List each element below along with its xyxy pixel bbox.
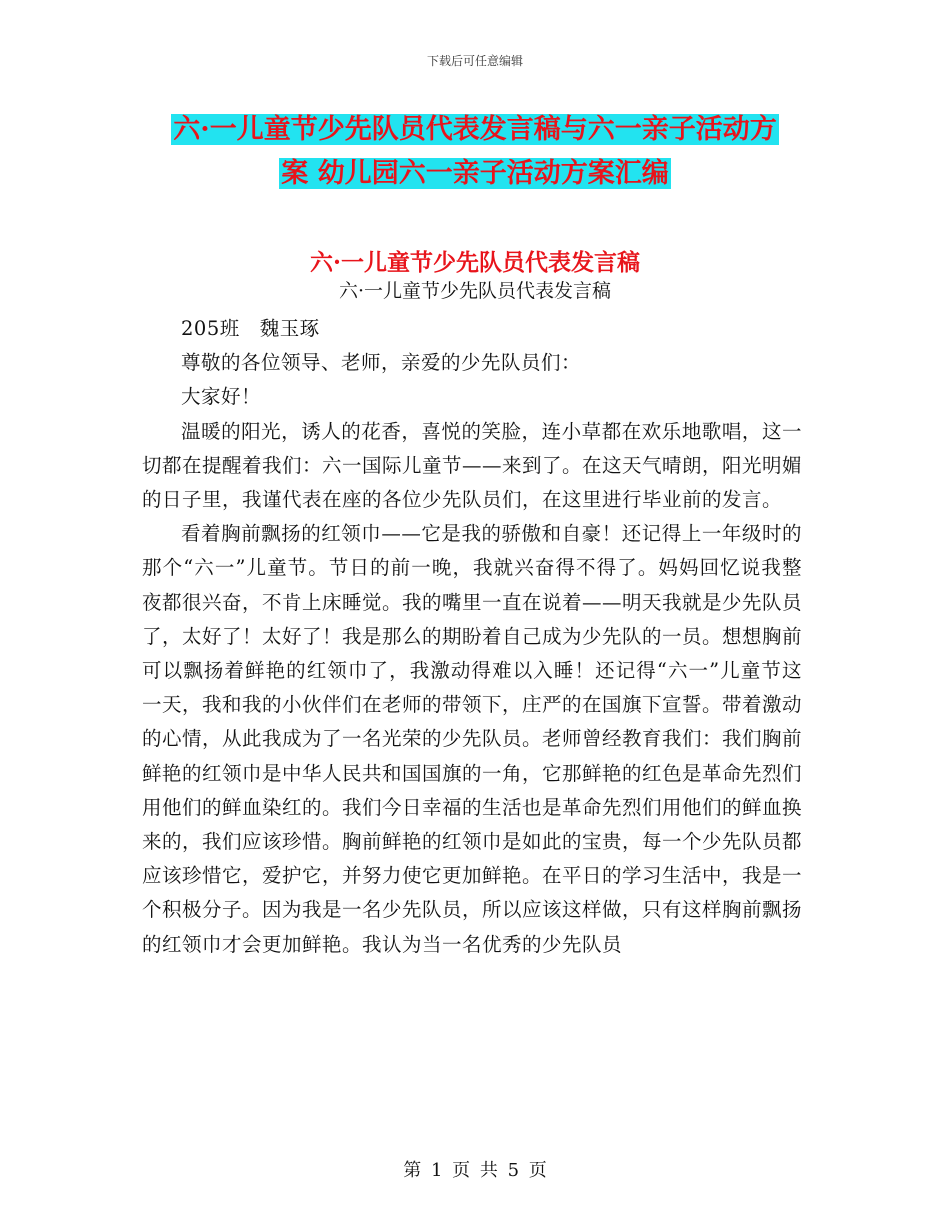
document-title-line-2 <box>140 154 810 194</box>
document-body <box>142 312 802 962</box>
greeting: 大家好！ <box>181 385 262 409</box>
salutation: 尊敬的各位领导、老师，亲爱的少先队员们： <box>181 351 582 375</box>
document-title-line-1 <box>140 110 810 150</box>
document-title-line-2-text: 案 幼儿园六一亲子活动方案汇编 <box>281 158 669 189</box>
header-note: 下载后可任意编辑 <box>426 54 523 68</box>
body-paragraph: 温暖的阳光，诱人的花香，喜悦的笑脸，连小草都在欢乐地歌唱，这一切都在提醒着我们：六一国际儿童节——来到了。在这天气晴朗，阳光明媚的日子里，我谨代表在座的各位少先队员们，在这里进行毕业前的发言。 <box>142 419 803 512</box>
section-subheading: 六·一儿童节少先队员代表发言稿 <box>338 280 612 302</box>
author-line: 205班 魏玉琢 <box>181 317 320 340</box>
page-footer: 第 1 页 共 5 页 <box>403 1160 547 1181</box>
body-paragraph: 看着胸前飘扬的红领巾——它是我的骄傲和自豪！还记得上一年级时的那个“六一”儿童节。节日的前一晚，我就兴奋得不得了。妈妈回忆说我整夜都很兴奋，不肯上床睡觉。我的嘴里一直在说着——明天我就是少先队员了，太好了！太好了！我是那么的期盼着自己成为少先队的一员。想想胸前可以飘扬着鲜艳的红领巾了，我激动得难以入睡！还记得“六一”儿童节这一天，我和我的小伙伴们在老师的带领下，庄严的在国旗下宣誓。带着激动的心情，从此我成为了一名光荣的少先队员。老师曾经教育我们：我们胸前鲜艳的红领巾是中华人民共和国国旗的一角，它那鲜艳的红色是革命先烈们用他们的鲜血染红的。我们今日幸福的生活也是革命先烈们用他们的鲜血换来的，我们应该珍惜。胸前鲜艳的红领巾是如此的宝贵，每一个少先队员都应该珍惜它，爱护它，并努力使它更加鲜艳。在平日的学习生活中，我是一个积极分子。因为我是一名少先队员，所以应该这样做，只有这样胸前飘扬的红领巾才会更加鲜艳。我认为当一名优秀的少先队员 <box>142 522 803 956</box>
document-title-line-1-text: 六·一儿童节少先队员代表发言稿与六一亲子活动方 <box>173 114 777 145</box>
section-heading: 六·一儿童节少先队员代表发言稿 <box>309 249 640 276</box>
